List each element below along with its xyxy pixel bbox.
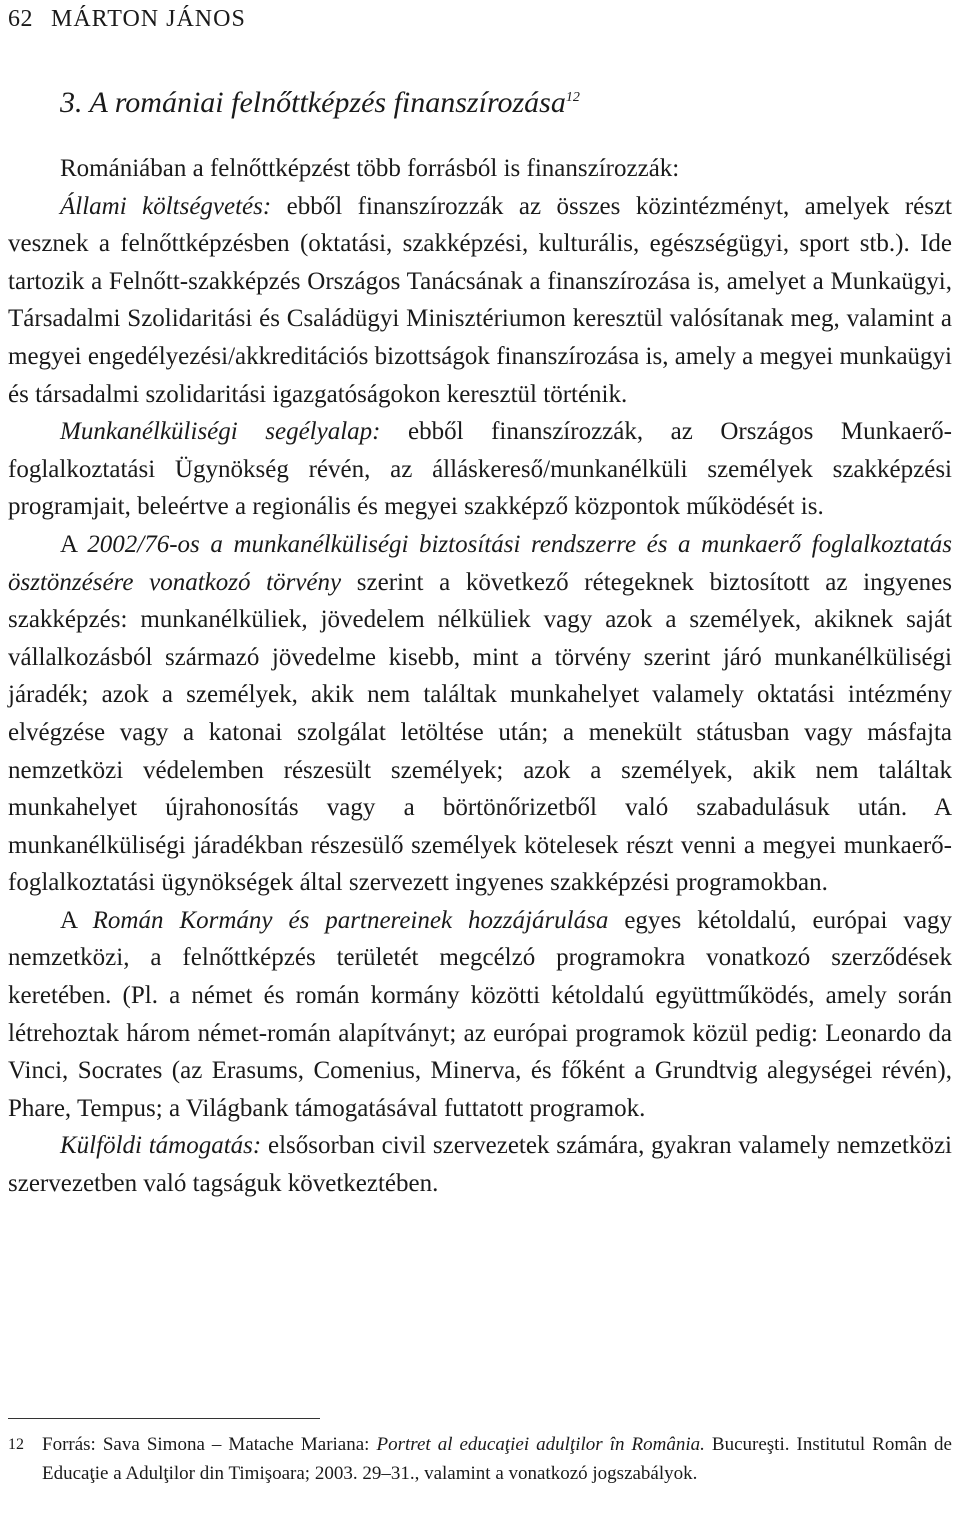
footnote-title: Portret al educaţiei adulţilor în România. — [376, 1434, 705, 1455]
law-title: 2002/76-os a munkanélküliségi biztosítási rendszerre és a munkaerő foglalkoztatás ösztönzésére vonatkozó törvény — [8, 530, 952, 596]
section-title-text: 3. A romániai felnőttképzés finanszírozása — [60, 86, 566, 119]
footnote-number: 12 — [8, 1436, 24, 1453]
running-head-author: MÁRTON JÁNOS — [51, 6, 246, 32]
intro-text: Romániában a felnőttképzést több forrásból is finanszírozzák: — [60, 155, 680, 182]
government-text: egyes kétoldalú, európai vagy nemzetközi, a felnőttképzés területét megcélzó programokra vonatkozó szerződések keretében. (Pl. a német és román kormány közötti kétoldalú együttműködés, amely során létrehoztak három német-román alapítványt; az európai programok közül pedig: Leonardo da Vinci, Socrates (az Erasums, Comenius, Minerva, és főként a Grundtvig alegységei révén), Phare, Tempus; a Világbank támogatásával futtatott programok. — [8, 906, 952, 1122]
paragraph-law — [8, 526, 952, 902]
unemployment-fund-text: ebből finanszírozzák, az Országos Munkaerő-foglalkoztatási Ügynökség révén, az álláskereső/munkanélküli személyek szakképzési programjait, beleértve a regionális és megyei szakképző központok működését is. — [8, 418, 952, 521]
law-text: szerint a következő rétegeknek biztosított az ingyenes szakképzés: munkanélküliek, jövedelem nélküliek vagy azok a személyek, akiknek saját vállalkozásból származó jövedelme kisebb, mint a törvény szerint járó munkanélküliségi járadék; azok a személyek, akik nem találtak munkahelyet valamely oktatási intézmény elvégzése vagy a katonai szolgálat letöltése után; a menekült státusban vagy másfajta nemzetközi védelemben részesült személyek; azok a személyek, akik nem találtak munkahelyet újrahonosítás vagy a börtönőrizetből való szabadulásuk után. A munkanélküliségi járadékban részesülő személyek kötelesek részt venni a megyei munkaerő-foglalkoztatási ügynökségek által szervezett ingyenes szakképzési programokban. — [8, 568, 952, 897]
footnote-rest: Bucureşti. Institutul Român de Educaţie a Adulţilor din Timişoara; 2003. 29–31., valamint a vonatkozó jogszabályok. — [42, 1434, 952, 1484]
footnote-divider — [8, 1418, 320, 1419]
section-title — [60, 78, 580, 123]
page-number: 62 — [8, 6, 33, 32]
footnote — [8, 1430, 952, 1488]
foreign-support-label: Külföldi támogatás: — [60, 1132, 262, 1160]
running-head — [8, 4, 246, 34]
paragraph-foreign-support — [8, 1127, 952, 1202]
paragraph-intro — [8, 150, 952, 188]
footnote-text — [42, 1430, 952, 1488]
government-label: Román Kormány és partnereinek hozzájárulása — [92, 906, 609, 934]
footnote-reference: 12 — [565, 90, 580, 105]
paragraph-government — [8, 902, 952, 1128]
footnote-source: Forrás: Sava Simona – Matache Mariana: — [42, 1434, 377, 1455]
paragraph-unemployment-fund — [8, 413, 952, 526]
state-budget-label: Állami költségvetés: — [60, 192, 272, 220]
state-budget-text: ebből finanszírozzák az összes közintézményt, amelyek részt vesznek a felnőttképzésben (oktatási, szakképzési, kulturális, egészségügyi, sport stb.). Ide tartozik a Felnőtt-szakképzés Országos Tanácsának a finanszírozása is, amelyet a Munkaügyi, Társadalmi Szolidaritási és Családügyi Minisztériumon keresztül valósítanak meg, valamint a megyei engedélyezési/akkreditációs bizottságok finanszírozása is, amely a megyei munkaügyi és társadalmi szolidaritási igazgatóságokon keresztül történik. — [8, 192, 953, 408]
law-prefix: A — [60, 530, 88, 558]
foreign-support-text: elsősorban civil szervezetek számára, gyakran valamely nemzetközi szervezetben való tagságuk következtében. — [8, 1132, 952, 1198]
body-text — [8, 150, 952, 1203]
government-prefix: A — [60, 906, 93, 934]
unemployment-fund-label: Munkanélküliségi segélyalap: — [60, 418, 381, 446]
paragraph-state-budget — [8, 188, 952, 414]
